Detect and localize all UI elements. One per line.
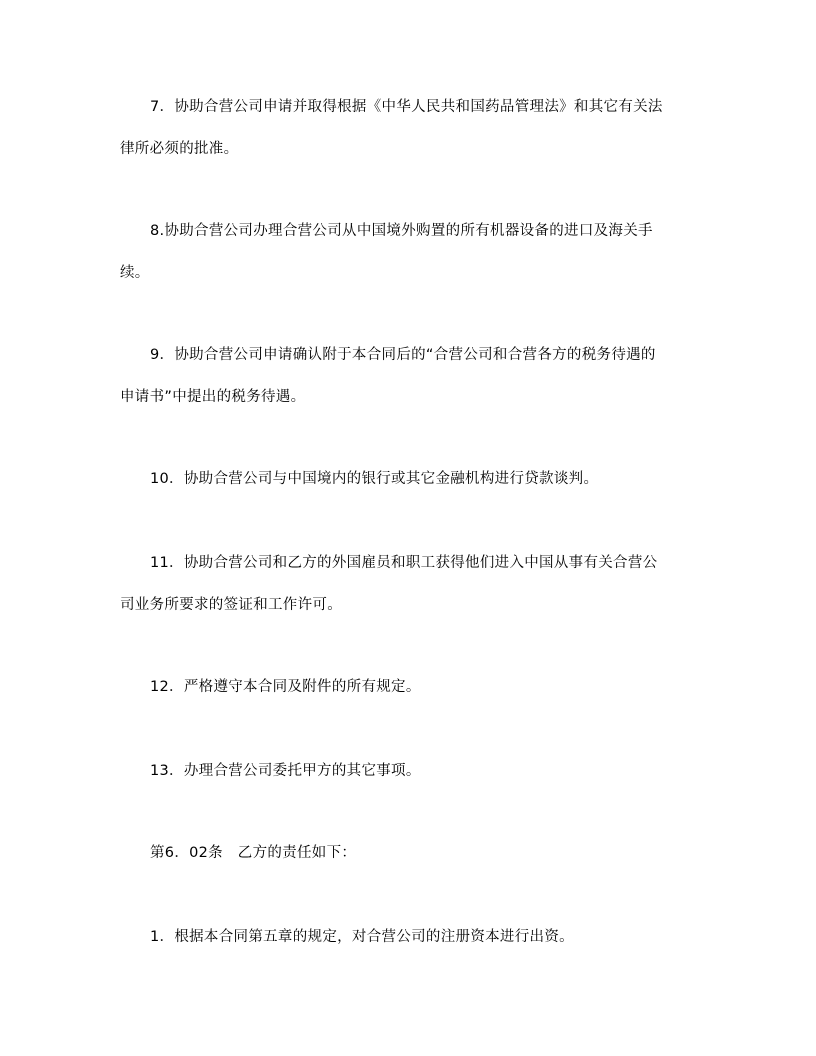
paragraph-8-line-1: 8.协助合营公司办理合营公司从中国境外购置的所有机器设备的进口及海关手 [150, 223, 653, 239]
paragraph-11-line-1: 11．协助合营公司和乙方的外国雇员和职工获得他们进入中国从事有关合营公 [150, 555, 658, 571]
paragraph-11-line-2: 司业务所要求的签证和工作许可。 [120, 597, 342, 613]
paragraph-12-line-1: 12．严格遵守本合同及附件的所有规定。 [150, 679, 421, 695]
paragraph-8-line-2: 续。 [120, 265, 150, 281]
paragraph-10-line-1: 10．协助合营公司与中国境内的银行或其它金融机构进行贷款谈判。 [150, 471, 599, 487]
section-6-02-heading: 第6．02条 乙方的责任如下： [150, 845, 357, 861]
party-b-item-1-line-1: 1．根据本合同第五章的规定，对合营公司的注册资本进行出资。 [150, 929, 574, 945]
paragraph-7-line-1: 7．协助合营公司申请并取得根据《中华人民共和国药品管理法》和其它有关法 [150, 99, 663, 115]
paragraph-9-line-1: 9．协助合营公司申请确认附于本合同后的“合营公司和合营各方的税务待遇的 [150, 347, 656, 363]
paragraph-9-line-2: 申请书”中提出的税务待遇。 [120, 389, 306, 405]
paragraph-13-line-1: 13．办理合营公司委托甲方的其它事项。 [150, 763, 421, 779]
paragraph-7-line-2: 律所必须的批准。 [120, 141, 239, 157]
